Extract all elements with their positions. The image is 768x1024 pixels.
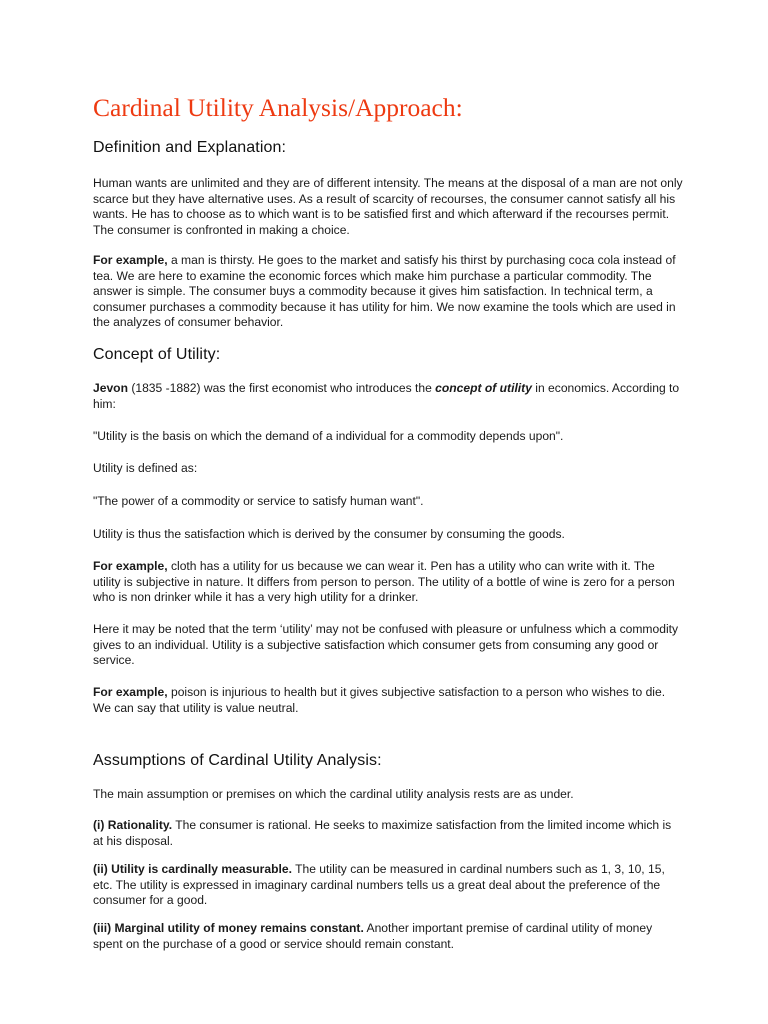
page-title: Cardinal Utility Analysis/Approach: <box>93 93 463 122</box>
assumption-lead: (ii) Utility is cardinally measurable. <box>93 862 292 876</box>
concept-of-utility-emphasis: concept of utility <box>435 381 532 395</box>
example-paragraph-cloth <box>93 559 683 606</box>
assumption-item <box>93 862 683 909</box>
jevon-text-1: (1835 -1882) was the first economist who introduces the <box>127 381 436 395</box>
example-lead: For example, <box>93 559 168 573</box>
assumption-lead: (iii) Marginal utility of money remains constant. <box>93 921 364 935</box>
definition-heading: Definition and Explanation: <box>93 139 287 156</box>
satisfaction-paragraph: Utility is thus the satisfaction which is derived by the consumer by consuming the goods. <box>93 527 565 541</box>
jevon-text-2: in economics. According to him: <box>93 381 680 411</box>
assumptions-heading: Assumptions of Cardinal Utility Analysis: <box>93 752 382 769</box>
assumption-text: The consumer is rational. He seeks to maximize satisfaction from the limited income which is at his disposal. <box>93 818 672 848</box>
jevon-name: Jevon <box>93 381 128 395</box>
assumption-item <box>93 921 683 952</box>
example-text: poison is injurious to health but it gives subjective satisfaction to a person who wishes to die. We can say that utility is value neutral. <box>93 685 666 715</box>
definition-paragraph-2 <box>93 253 683 331</box>
assumptions-intro: The main assumption or premises on which the cardinal utility analysis rests are as under. <box>93 787 574 801</box>
assumption-item <box>93 818 683 849</box>
assumption-text: Another important premise of cardinal utility of money spent on the purchase of a good or service should remain constant. <box>93 921 653 951</box>
assumption-lead: (i) Rationality. <box>93 818 173 832</box>
defined-as: Utility is defined as: <box>93 461 198 475</box>
assumption-text: The utility can be measured in cardinal numbers such as 1, 3, 10, 15, etc. The utility is expressed in imaginary cardinal numbers tells us a great deal about the preference of the consumer for a good. <box>93 862 665 907</box>
example-lead: For example, <box>93 253 168 267</box>
example-text: cloth has a utility for us because we can wear it. Pen has a utility who can write with it. The utility is subjective in nature. It differs from person to person. The utility of a bottle of wine is zero for a person who is non drinker while it has a very high utility for a drinker. <box>93 559 675 604</box>
quote-1: "Utility is the basis on which the demand of a individual for a commodity depends upon". <box>93 429 564 443</box>
concept-heading: Concept of Utility: <box>93 346 221 363</box>
note-paragraph: Here it may be noted that the term ‘utility’ may not be confused with pleasure or unfulness which a commodity gives to an individual. Utility is a subjective satisfaction which consumer gets from consuming any good or service. <box>93 622 679 667</box>
definition-paragraph-1: Human wants are unlimited and they are of different intensity. The means at the disposal of a man are not only scarce but they have alternative uses. As a result of scarcity of recourses, the consumer cannot satisfy all his wants. He has to choose as to which want is to be satisfied first and which afterward if the recourses permit. The consumer is confronted in making a choice. <box>93 176 683 237</box>
quote-2: "The power of a commodity or service to satisfy human want". <box>93 494 424 508</box>
example-text: a man is thirsty. He goes to the market and satisfy his thirst by purchasing coca cola instead of tea. We are here to examine the economic forces which make him purchase a particular commodity. The answer is simple. The consumer buys a commodity because it gives him satisfaction. In technical term, a consumer purchases a commodity because it has utility for him. We now examine the tools which are used in the analyzes of consumer behavior. <box>93 253 676 329</box>
jevon-paragraph <box>93 381 683 412</box>
example-paragraph-poison <box>93 685 683 716</box>
example-lead: For example, <box>93 685 168 699</box>
